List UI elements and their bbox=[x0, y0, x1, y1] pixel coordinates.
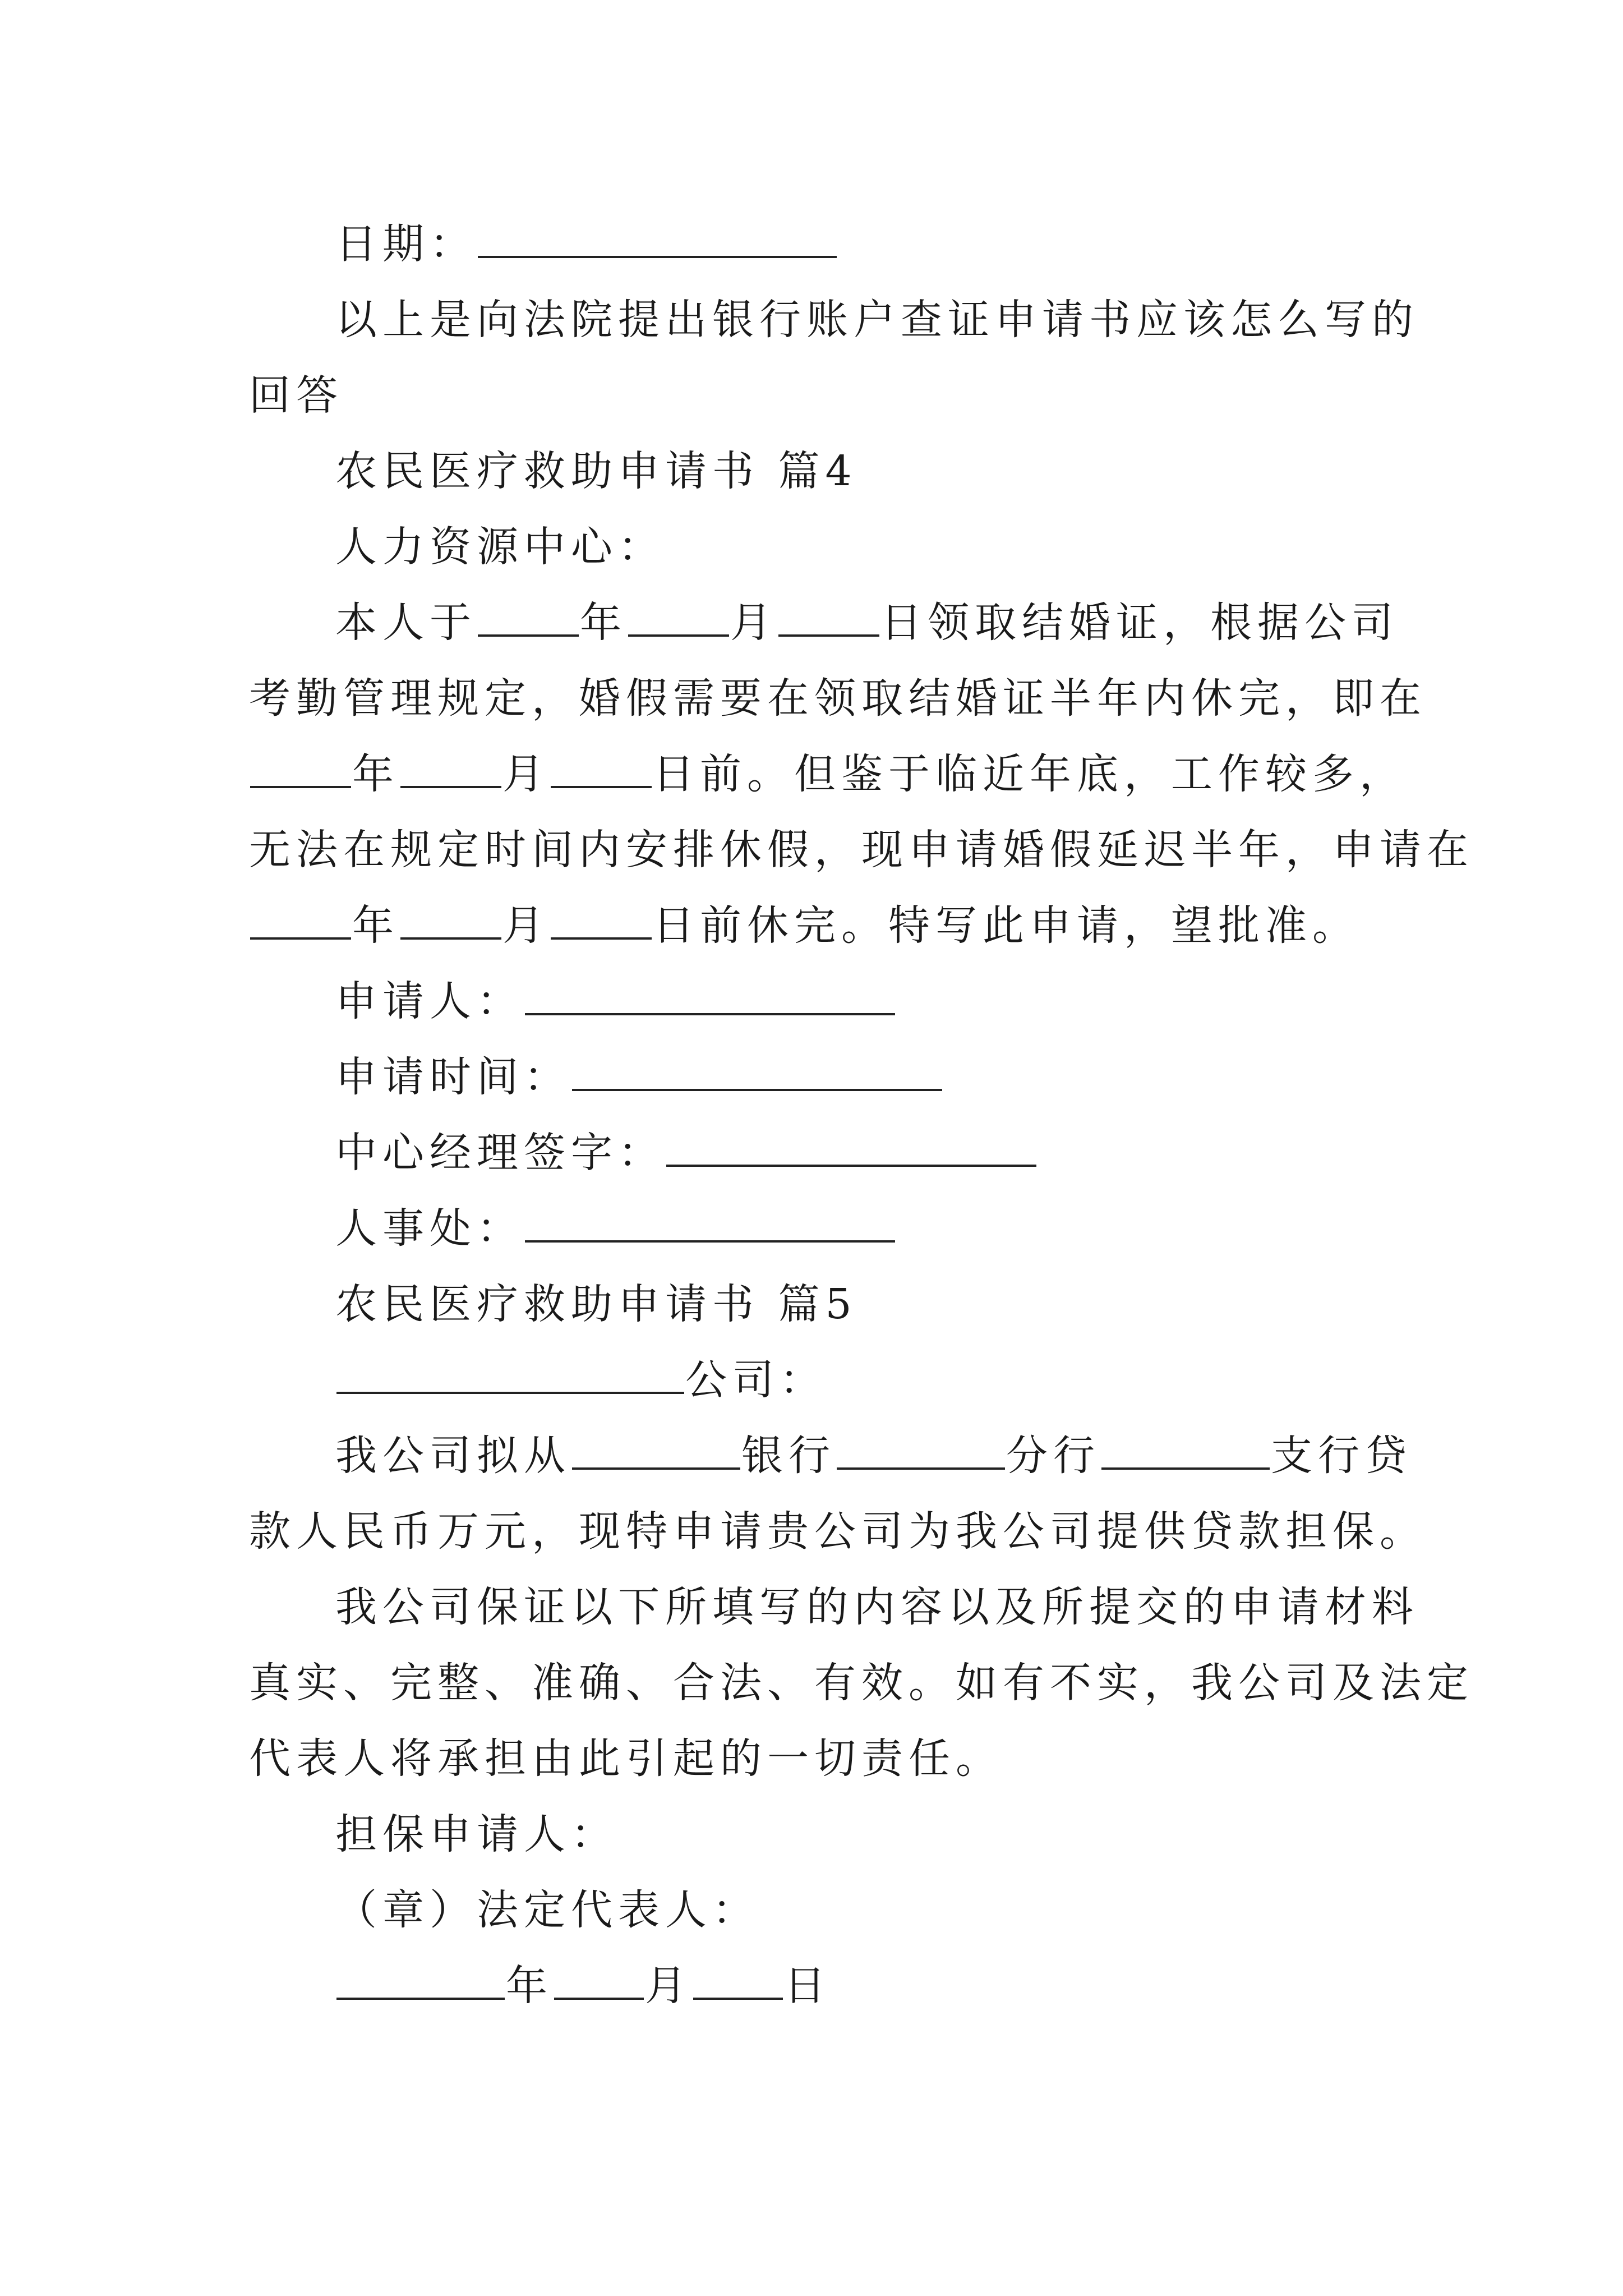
guarantee-line-3: 代表人将承担由此引起的一切责任。 bbox=[249, 1734, 1003, 1783]
hr-dept-label: 人事处： bbox=[335, 1204, 524, 1253]
year-blank bbox=[250, 937, 351, 940]
section-title-5: 农民医疗救助申请书 篇5 bbox=[335, 1280, 857, 1328]
guarantee-line-2: 真实、完整、准确、合法、有效。如有不实，我公司及法定 bbox=[249, 1659, 1474, 1707]
company-blank bbox=[336, 1392, 684, 1394]
text-fragment: 月 bbox=[645, 1962, 692, 2010]
bank-blank bbox=[572, 1467, 740, 1470]
text-fragment: 分行 bbox=[1006, 1432, 1100, 1480]
applicant-line bbox=[335, 977, 896, 1025]
month-blank bbox=[554, 1998, 644, 2000]
month-blank bbox=[400, 937, 501, 940]
hr-dept-line bbox=[335, 1204, 896, 1253]
applicant-label: 申请人： bbox=[335, 977, 524, 1025]
text-fragment: 年 bbox=[580, 599, 627, 647]
applicant-blank bbox=[525, 1013, 895, 1015]
addressee-hr-center: 人力资源中心： bbox=[335, 523, 665, 571]
text-fragment: 日前休完。特写此申请，望批准。 bbox=[653, 901, 1359, 950]
manager-sign-blank bbox=[666, 1165, 1036, 1167]
paragraph-line-4: 无法在规定时间内安排休假，现申请婚假延迟半年，申请在 bbox=[249, 826, 1474, 874]
text-fragment: 日领取结婚证，根据公司 bbox=[880, 599, 1399, 647]
text-fragment: 月 bbox=[730, 599, 777, 647]
day-blank bbox=[778, 634, 879, 637]
summary-line-2: 回答 bbox=[249, 371, 343, 420]
text-fragment: 年 bbox=[352, 750, 399, 798]
paragraph-line-1 bbox=[335, 599, 1399, 647]
date-line bbox=[335, 220, 838, 268]
hr-dept-blank bbox=[525, 1240, 895, 1243]
guarantee-line-1: 我公司保证以下所填写的内容以及所提交的申请材料 bbox=[335, 1583, 1419, 1631]
apply-time-line bbox=[335, 1053, 943, 1101]
paragraph-line-2: 考勤管理规定，婚假需要在领取结婚证半年内休完，即在 bbox=[249, 674, 1427, 723]
text-fragment: 月 bbox=[502, 750, 550, 798]
text-fragment: 日前。但鉴于临近年底，工作较多， bbox=[653, 750, 1407, 798]
branch-blank bbox=[837, 1467, 1005, 1470]
apply-time-blank bbox=[572, 1089, 942, 1091]
signature-date-line bbox=[335, 1962, 831, 2010]
text-fragment: 银行 bbox=[741, 1432, 836, 1480]
year-blank bbox=[336, 1998, 505, 2000]
text-fragment: 本人于 bbox=[335, 599, 477, 647]
paragraph-line-5 bbox=[249, 901, 1359, 950]
legal-rep-line: （章）法定代表人： bbox=[335, 1886, 759, 1934]
text-fragment: 我公司拟从 bbox=[335, 1432, 571, 1480]
text-fragment: 日 bbox=[784, 1962, 831, 2010]
text-fragment: 支行贷 bbox=[1271, 1432, 1412, 1480]
text-fragment: 月 bbox=[502, 901, 550, 950]
day-blank bbox=[551, 937, 652, 940]
manager-sign-line bbox=[335, 1129, 1038, 1177]
addressee-company bbox=[335, 1356, 827, 1404]
section-title-4: 农民医疗救助申请书 篇4 bbox=[335, 447, 857, 495]
manager-sign-label: 中心经理签字： bbox=[335, 1129, 665, 1177]
paragraph-line-3 bbox=[249, 750, 1407, 798]
year-blank bbox=[250, 786, 351, 788]
month-blank bbox=[400, 786, 501, 788]
text-fragment: 年 bbox=[352, 901, 399, 950]
year-blank bbox=[478, 634, 579, 637]
date-label: 日期： bbox=[335, 220, 477, 268]
day-blank bbox=[551, 786, 652, 788]
guarantor-line: 担保申请人： bbox=[335, 1810, 618, 1858]
loan-line-1 bbox=[335, 1432, 1412, 1480]
text-fragment: 年 bbox=[506, 1962, 553, 2010]
sub-branch-blank bbox=[1101, 1467, 1270, 1470]
day-blank bbox=[693, 1998, 783, 2000]
apply-time-label: 申请时间： bbox=[335, 1053, 571, 1101]
month-blank bbox=[628, 634, 729, 637]
date-blank bbox=[478, 256, 837, 258]
summary-line-1: 以上是向法院提出银行账户查证申请书应该怎么写的 bbox=[335, 296, 1419, 344]
company-suffix: 公司： bbox=[685, 1356, 827, 1404]
loan-line-2: 款人民币万元，现特申请贵公司为我公司提供贷款担保。 bbox=[249, 1507, 1427, 1556]
